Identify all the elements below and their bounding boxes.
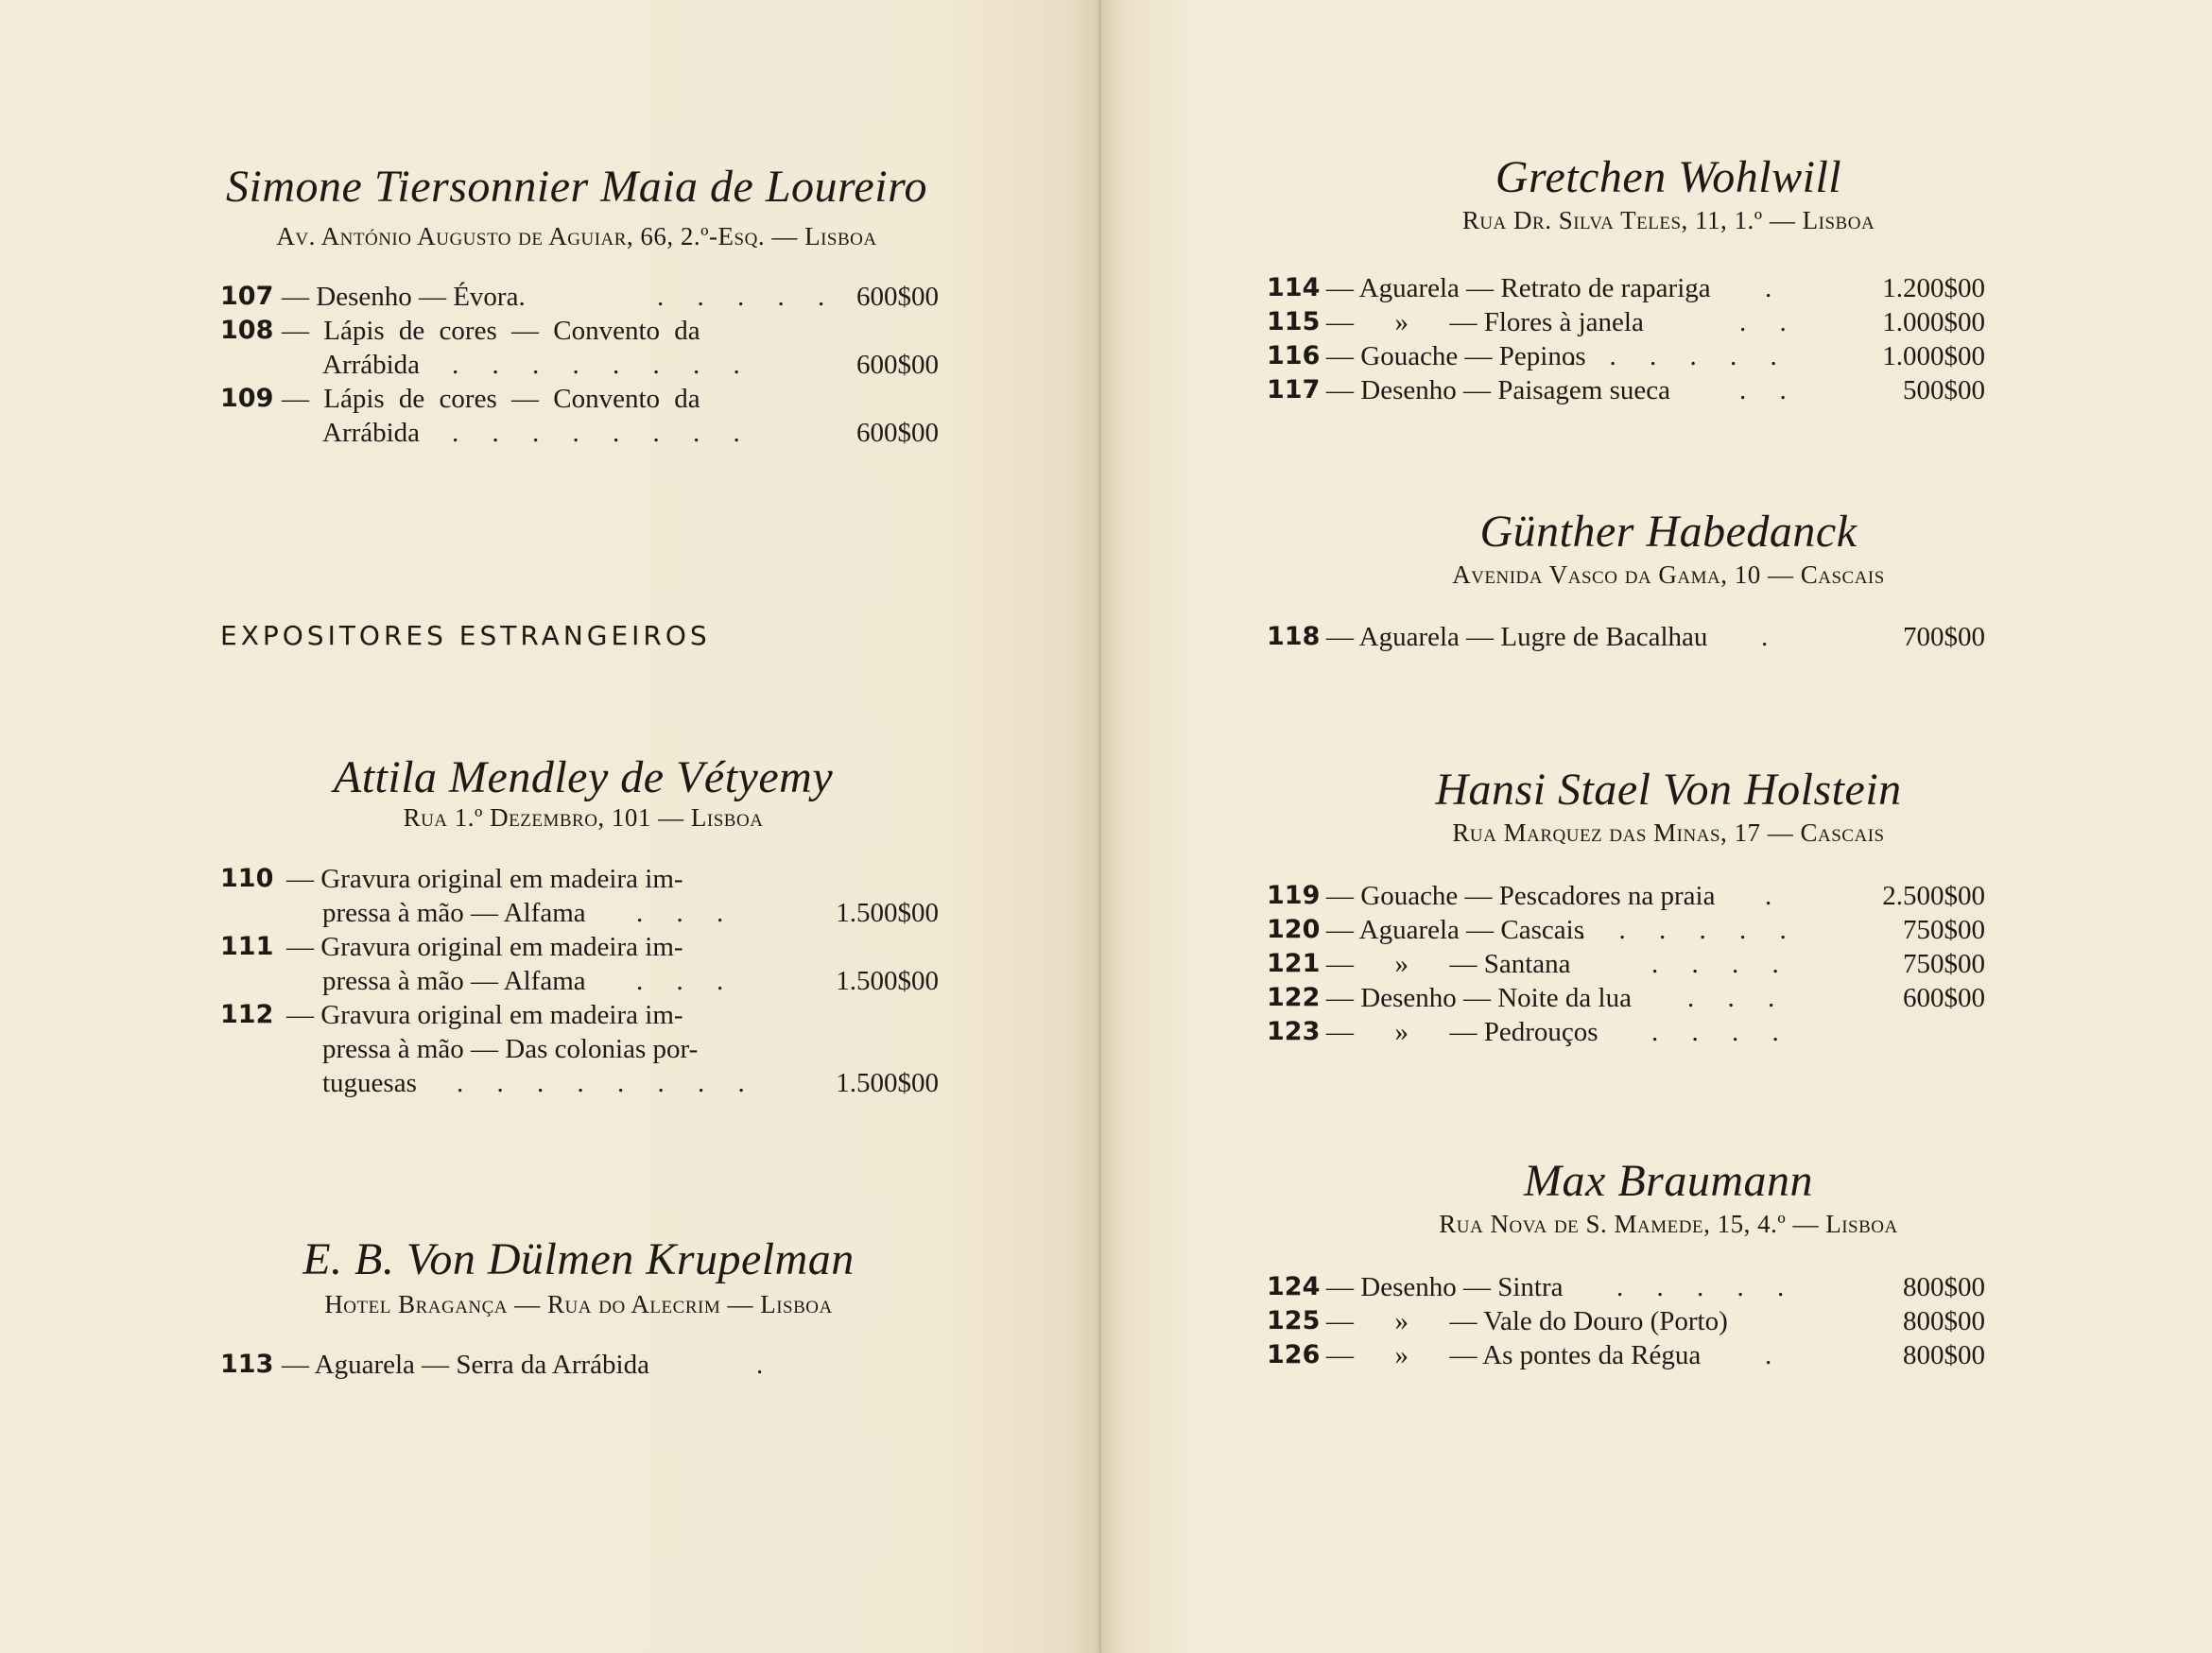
entry-title: — Desenho — Noite da lua — [1326, 983, 1632, 1013]
entry-number: 124 — [1267, 1272, 1321, 1301]
entry-number: 113 — [220, 1350, 274, 1379]
leader-dots: . . . — [636, 966, 737, 996]
entry-number: 123 — [1267, 1017, 1321, 1046]
section-heading: EXPOSITORES ESTRANGEIROS — [220, 620, 711, 651]
entry-price: 800$00 — [1903, 1272, 1985, 1302]
entry-title-cont: pressa à mão — Alfama — [322, 966, 586, 996]
leader-dots: . — [756, 1350, 777, 1380]
catalog-entry — [220, 930, 939, 998]
leader-dots: . . . — [1687, 983, 1789, 1013]
catalog-entry — [1267, 947, 1985, 981]
entry-title: — » — Vale do Douro (Porto) — [1326, 1306, 1728, 1336]
entry-price: 1.000$00 — [1882, 341, 1985, 371]
leader-dots: . . . . . . — [1579, 915, 1800, 945]
entry-price: 600$00 — [856, 282, 939, 312]
entry-price: 1.500$00 — [836, 966, 939, 996]
entry-title: — » — Santana — [1326, 949, 1571, 979]
artist-name: Hansi Stael Von Holstein — [1435, 765, 1902, 815]
catalog-entry — [1267, 339, 1985, 373]
entry-number: 109 — [220, 384, 274, 413]
leader-dots: . — [1761, 622, 1782, 652]
entry-number: 115 — [1267, 307, 1321, 336]
leader-dots: . . . . . . . . — [452, 350, 753, 380]
leader-dots: . . . . — [1651, 1017, 1792, 1047]
entry-number: 117 — [1267, 375, 1321, 405]
entry-title: — Aguarela — Serra da Arrábida — [282, 1350, 649, 1380]
entry-title-cont: Arrábida — [322, 350, 421, 380]
leader-dots: . — [1765, 881, 1786, 911]
catalog-entry — [1267, 373, 1985, 407]
artist-name: Günther Habedanck — [1479, 507, 1858, 557]
artist-name: Simone Tiersonnier Maia de Loureiro — [226, 162, 927, 212]
catalog-entry — [1267, 913, 1985, 947]
entry-title: — Aguarela — Retrato de rapariga — [1326, 273, 1711, 303]
catalog-entry — [220, 382, 939, 450]
catalog-entry — [1267, 271, 1985, 305]
entry-title: — Desenho — Sintra — [1326, 1272, 1564, 1302]
catalog-entry — [1267, 1015, 1985, 1049]
entry-number: 116 — [1267, 341, 1321, 370]
catalog-entry — [1267, 305, 1985, 339]
leader-dots: . . . . — [1651, 949, 1792, 979]
artist-address: Rua 1.º Dezembro, 101 — Lisboa — [403, 803, 764, 832]
catalog-entry — [220, 280, 939, 314]
entry-number: 122 — [1267, 983, 1321, 1012]
entry-price: 600$00 — [856, 418, 939, 448]
artist-name: Max Braumann — [1524, 1156, 1813, 1206]
entry-price: 1.200$00 — [1882, 273, 1985, 303]
entry-price: 700$00 — [1903, 622, 1985, 652]
artist-address: Rua Marquez das Minas, 17 — Cascais — [1452, 818, 1885, 847]
leader-dots: . . . . . . . . — [457, 1068, 758, 1098]
leader-dots: . . . . . — [1616, 1272, 1798, 1302]
artist-name: Gretchen Wohlwill — [1495, 152, 1842, 202]
entry-title: — Desenho — Évora. — [282, 282, 526, 312]
entry-number: 108 — [220, 316, 274, 345]
entry-title: — Gouache — Pepinos — [1326, 341, 1586, 371]
entry-number: 121 — [1267, 949, 1321, 978]
leader-dots: . . . . . — [657, 282, 838, 312]
leader-dots: . . — [1739, 307, 1800, 337]
entry-number: 125 — [1267, 1306, 1321, 1335]
entry-price: 800$00 — [1903, 1306, 1985, 1336]
entry-number: 120 — [1267, 915, 1321, 944]
entry-number: 118 — [1267, 622, 1321, 651]
entry-title: — Gravura original em madeira im- — [286, 864, 683, 894]
entry-title-cont: pressa à mão — Alfama — [322, 898, 586, 928]
entry-title: — Aguarela — Cascais — [1326, 915, 1585, 945]
entry-price: 600$00 — [1903, 983, 1985, 1013]
entry-title: — Desenho — Paisagem sueca — [1326, 375, 1671, 405]
entry-number: 114 — [1267, 273, 1321, 302]
leader-dots: . . — [1739, 375, 1800, 405]
entry-number: 110 — [220, 864, 274, 893]
entry-price: 1.500$00 — [836, 1068, 939, 1098]
artist-address: Avenida Vasco da Gama, 10 — Cascais — [1452, 560, 1885, 589]
entry-title-cont: tuguesas — [322, 1068, 417, 1098]
entry-number: 111 — [220, 932, 274, 961]
entry-title: — » — Pedrouços — [1326, 1017, 1599, 1047]
entry-title: — » — Flores à janela — [1326, 307, 1644, 337]
entry-title-cont: Arrábida — [322, 418, 421, 448]
right-page — [1101, 0, 2212, 1653]
catalog-entry — [1267, 1270, 1985, 1304]
entry-title-cont: pressa à mão — Das colonias por- — [322, 1034, 699, 1064]
entry-title: — Gouache — Pescadores na praia — [1326, 881, 1716, 911]
entry-price: 750$00 — [1903, 949, 1985, 979]
entry-price: 750$00 — [1903, 915, 1985, 945]
artist-name: E. B. Von Dülmen Krupelman — [302, 1234, 855, 1284]
entry-price: 1.000$00 — [1882, 307, 1985, 337]
leader-dots: . . . — [636, 898, 737, 928]
entry-price: 1.500$00 — [836, 898, 939, 928]
entry-title: — Gravura original em madeira im- — [286, 932, 683, 962]
entry-title: — Lápis de cores — Convento da — [282, 384, 700, 414]
leader-dots: . — [1765, 273, 1786, 303]
entry-number: 112 — [220, 1000, 274, 1029]
entry-number: 119 — [1267, 881, 1321, 910]
entry-title: — Gravura original em madeira im- — [286, 1000, 683, 1030]
entry-title: — Aguarela — Lugre de Bacalhau — [1326, 622, 1708, 652]
artist-name: Attila Mendley de Vétyemy — [333, 752, 834, 802]
artist-address: Hotel Bragança — Rua do Alecrim — Lisboa — [324, 1290, 833, 1318]
entry-number: 107 — [220, 282, 274, 311]
entry-number: 126 — [1267, 1340, 1321, 1369]
catalog-entry — [1267, 1304, 1985, 1338]
leader-dots: . — [1765, 1340, 1786, 1370]
entry-price: 2.500$00 — [1882, 881, 1985, 911]
catalog-entry — [1267, 1338, 1985, 1372]
entry-title: — Lápis de cores — Convento da — [282, 316, 700, 346]
leader-dots: . . . . . . — [1569, 341, 1790, 371]
entry-title: — » — As pontes da Régua — [1326, 1340, 1702, 1370]
entry-price: 800$00 — [1903, 1340, 1985, 1370]
catalog-entry — [1267, 879, 1985, 913]
catalog-entry — [220, 862, 939, 930]
catalog-entry — [220, 1348, 939, 1382]
catalog-entry — [220, 314, 939, 382]
artist-address: Rua Nova de S. Mamede, 15, 4.º — Lisboa — [1439, 1210, 1898, 1238]
entry-price: 600$00 — [856, 350, 939, 380]
artist-address: Rua Dr. Silva Teles, 11, 1.º — Lisboa — [1461, 206, 1875, 234]
catalog-entry — [1267, 981, 1985, 1015]
catalog-entry — [220, 998, 939, 1100]
leader-dots: . . . . . . . . — [452, 418, 753, 448]
catalog-entry — [1267, 620, 1985, 654]
left-page — [0, 0, 1101, 1653]
artist-address: Av. António Augusto de Aguiar, 66, 2.º-Esq. — Lisboa — [276, 222, 877, 250]
entry-price: 500$00 — [1903, 375, 1985, 405]
